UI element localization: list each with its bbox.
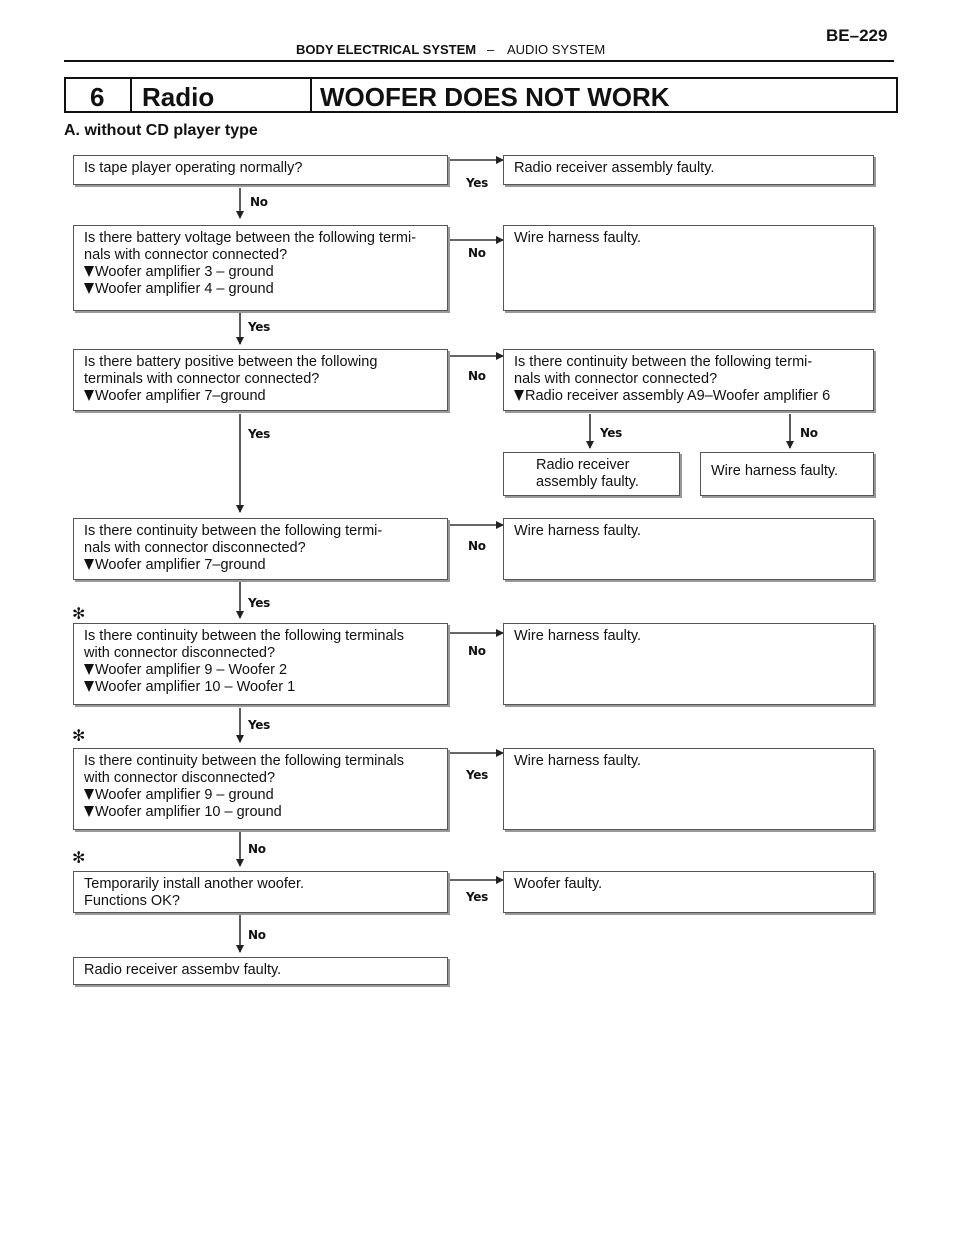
box-text: Wire harness faulty. bbox=[514, 230, 642, 246]
check-item bbox=[84, 662, 437, 679]
box-text: Radio receiver assembly faulty. bbox=[514, 160, 715, 176]
box-text: terminals with connector connected? bbox=[84, 371, 320, 387]
box-text: Functions OK? bbox=[84, 893, 180, 909]
result-radio-receiver-faulty bbox=[503, 452, 680, 496]
result-wire-harness-faulty bbox=[503, 518, 874, 580]
box-text: with connector disconnected? bbox=[84, 645, 276, 661]
check-item bbox=[84, 804, 437, 821]
page-number: BE–229 bbox=[826, 26, 888, 45]
box-text: nals with connector connected? bbox=[514, 371, 718, 387]
box-text: assembly faulty. bbox=[536, 474, 639, 490]
box-text: nals with connector disconnected? bbox=[84, 540, 306, 556]
check-item-text: Radio receiver assembly A9–Woofer amplifier 6 bbox=[525, 388, 831, 404]
bullet-triangle-icon bbox=[84, 283, 94, 294]
box-text: Is there battery positive between the following bbox=[84, 354, 378, 370]
result-wire-harness-faulty bbox=[503, 748, 874, 830]
bullet-triangle-icon bbox=[84, 681, 94, 692]
no-label: No bbox=[248, 928, 266, 942]
check-item bbox=[84, 679, 437, 696]
yes-label: Yes bbox=[600, 426, 622, 440]
check-item bbox=[514, 388, 863, 405]
question-battery-voltage bbox=[73, 225, 448, 311]
question-temporary-woofer bbox=[73, 871, 448, 913]
box-text: Wire harness faulty. bbox=[514, 628, 642, 644]
no-label: No bbox=[250, 195, 268, 209]
yes-label: Yes bbox=[466, 176, 488, 190]
bullet-triangle-icon bbox=[84, 664, 94, 675]
header-subsection: AUDIO SYSTEM bbox=[507, 42, 606, 57]
no-label: No bbox=[800, 426, 818, 440]
result-wire-harness-faulty bbox=[503, 623, 874, 705]
yes-label: Yes bbox=[248, 596, 270, 610]
no-label: No bbox=[468, 246, 486, 260]
yes-label: Yes bbox=[248, 718, 270, 732]
bullet-triangle-icon bbox=[514, 390, 524, 401]
bullet-triangle-icon bbox=[84, 390, 94, 401]
title-text: WOOFER DOES NOT WORK bbox=[320, 82, 670, 112]
question-continuity-amp-woofer bbox=[73, 623, 448, 705]
box-text: Temporarily install another woofer. bbox=[84, 876, 305, 892]
yes-label: Yes bbox=[248, 320, 270, 334]
check-item bbox=[84, 264, 437, 281]
check-item-text: Woofer amplifier 3 – ground bbox=[95, 264, 274, 280]
result-woofer-faulty bbox=[503, 871, 874, 913]
box-text: Is tape player operating normally? bbox=[84, 160, 303, 176]
no-label: No bbox=[248, 842, 266, 856]
box-text: Radio receiver assembv faulty. bbox=[84, 962, 282, 978]
result-wire-harness-faulty bbox=[503, 225, 874, 311]
box-text: Is there continuity between the following terminals bbox=[84, 628, 404, 644]
box-text: Is there continuity between the following terminals bbox=[84, 753, 404, 769]
check-item bbox=[84, 281, 437, 298]
no-label: No bbox=[468, 369, 486, 383]
question-battery-positive bbox=[73, 349, 448, 411]
box-text: with connector disconnected? bbox=[84, 770, 276, 786]
check-item-text: Woofer amplifier 4 – ground bbox=[95, 281, 274, 297]
note-marker: ✻ bbox=[72, 728, 86, 745]
yes-label: Yes bbox=[466, 768, 488, 782]
bullet-triangle-icon bbox=[84, 806, 94, 817]
title-category: Radio bbox=[142, 82, 215, 112]
note-marker: ✻ bbox=[72, 606, 86, 623]
question-continuity-radio-amp bbox=[503, 349, 874, 411]
yes-label: Yes bbox=[248, 427, 270, 441]
box-text: Woofer faulty. bbox=[514, 876, 603, 892]
check-item-text: Woofer amplifier 7–ground bbox=[95, 557, 266, 573]
no-label: No bbox=[468, 539, 486, 553]
question-tape-player bbox=[73, 155, 448, 185]
result-radio-receiver-faulty bbox=[73, 957, 448, 985]
box-text: nals with connector connected? bbox=[84, 247, 288, 263]
box-text: Is there continuity between the following termi- bbox=[514, 354, 813, 370]
title-number: 6 bbox=[90, 82, 105, 112]
no-label: No bbox=[468, 644, 486, 658]
box-text: Wire harness faulty. bbox=[514, 753, 642, 769]
note-marker: ✻ bbox=[72, 850, 86, 867]
box-text: Is there continuity between the following termi- bbox=[84, 523, 383, 539]
header-section: BODY ELECTRICAL SYSTEM bbox=[296, 42, 477, 57]
result-wire-harness-faulty bbox=[700, 452, 874, 496]
question-continuity-amp-ground bbox=[73, 748, 448, 830]
box-text: Wire harness faulty. bbox=[514, 523, 642, 539]
check-item bbox=[84, 388, 437, 405]
box-text: Radio receiver bbox=[536, 457, 630, 473]
header-separator: – bbox=[487, 42, 495, 57]
check-item-text: Woofer amplifier 9 – Woofer 2 bbox=[95, 662, 288, 678]
box-text: Is there battery voltage between the following termi- bbox=[84, 230, 417, 246]
bullet-triangle-icon bbox=[84, 559, 94, 570]
check-item bbox=[84, 557, 437, 574]
question-continuity-amp7-ground bbox=[73, 518, 448, 580]
check-item bbox=[84, 787, 437, 804]
result-radio-receiver-faulty bbox=[503, 155, 874, 185]
check-item-text: Woofer amplifier 10 – Woofer 1 bbox=[95, 679, 296, 695]
yes-label: Yes bbox=[466, 890, 488, 904]
check-item-text: Woofer amplifier 10 – ground bbox=[95, 804, 282, 820]
bullet-triangle-icon bbox=[84, 266, 94, 277]
bullet-triangle-icon bbox=[84, 789, 94, 800]
box-text: Wire harness faulty. bbox=[711, 463, 839, 479]
check-item-text: Woofer amplifier 7–ground bbox=[95, 388, 266, 404]
subtitle: A. without CD player type bbox=[64, 122, 258, 139]
check-item-text: Woofer amplifier 9 – ground bbox=[95, 787, 274, 803]
